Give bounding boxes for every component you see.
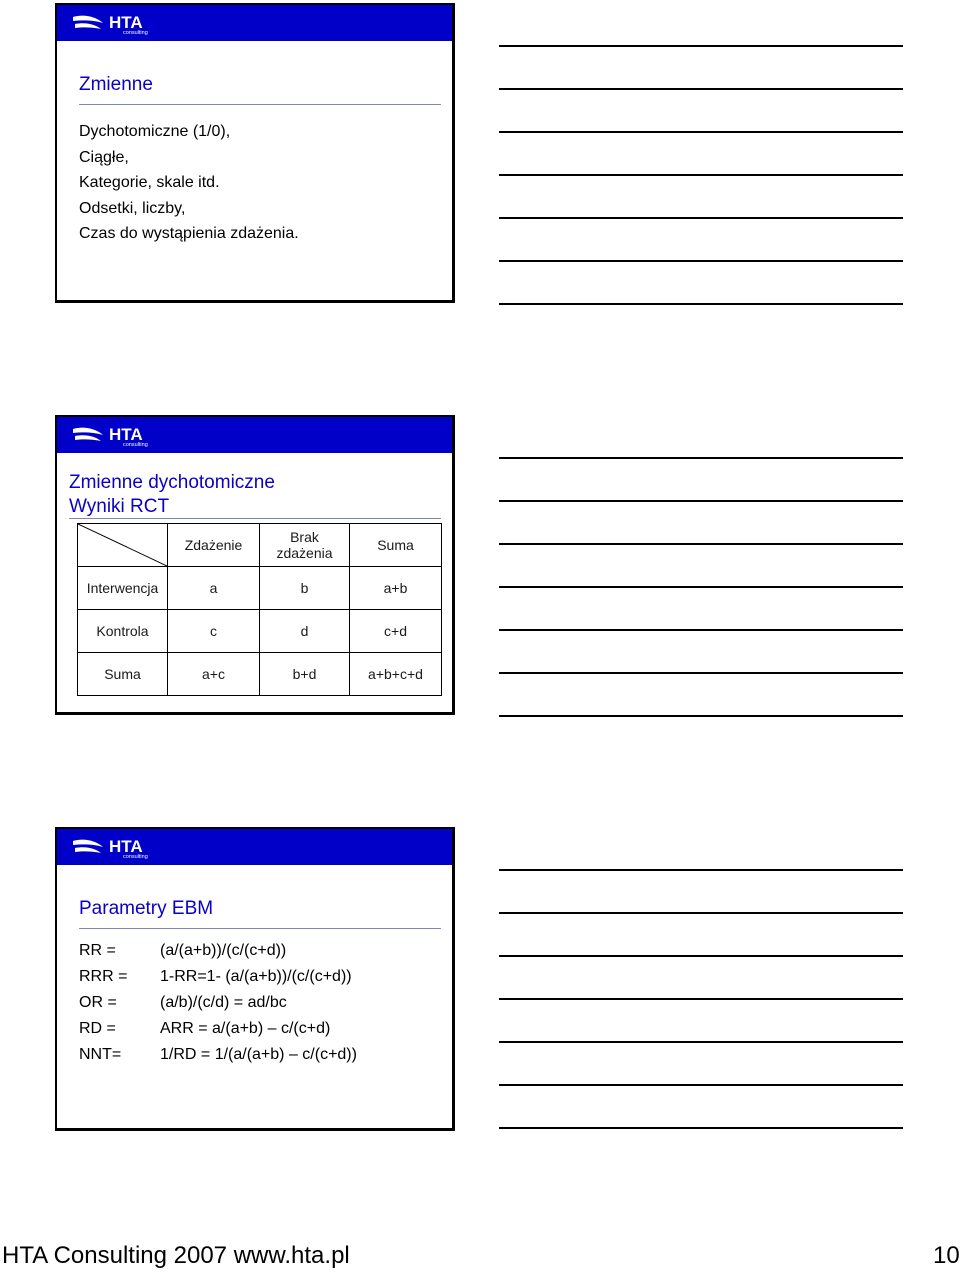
param-formula: 1/RD = 1/(a/(a+b) – c/(c+d)) (160, 1046, 357, 1063)
hta-logo (71, 835, 161, 859)
note-line (499, 88, 903, 90)
note-line (499, 217, 903, 219)
slide-header (57, 5, 452, 41)
title-divider (69, 518, 441, 519)
slide-header (57, 829, 452, 865)
param-label: RR = (79, 942, 116, 959)
param-formula: 1-RR=1- (a/(a+b))/(c/(c+d)) (160, 968, 352, 985)
row-header: Suma (78, 653, 168, 696)
row-header: Kontrola (78, 610, 168, 653)
logo-name: HTA (109, 13, 143, 32)
hta-logo (71, 423, 161, 447)
row-header: Interwencja (78, 567, 168, 610)
param-label: RRR = (79, 968, 128, 985)
title-divider (79, 104, 441, 105)
hta-logo (71, 11, 161, 35)
note-line (499, 543, 903, 545)
note-line (499, 715, 903, 717)
list-item: Czas do wystąpienia zdażenia. (79, 225, 299, 242)
table-cell: c+d (350, 610, 442, 653)
note-line (499, 955, 903, 957)
note-line (499, 45, 903, 47)
page-footer-text: HTA Consulting 2007 www.hta.pl (2, 1242, 350, 1269)
table-corner-cell (78, 524, 168, 567)
logo-tagline: consulting (123, 442, 148, 447)
slide-variables (55, 3, 455, 303)
note-line (499, 303, 903, 305)
list-item: Odsetki, liczby, (79, 199, 186, 217)
column-header: Zdażenie (168, 524, 260, 567)
list-item: Dychotomiczne (1/0), (79, 123, 231, 140)
table-cell: b (260, 567, 350, 610)
table-cell: a+c (168, 653, 260, 696)
diagonal-line (78, 524, 167, 566)
table-cell: c (168, 610, 260, 653)
note-line (499, 672, 903, 674)
logo-tagline: consulting (123, 854, 148, 859)
slide-header (57, 417, 452, 453)
param-formula: (a/b)/(c/d) = ad/bc (160, 994, 287, 1011)
table-row (78, 653, 442, 696)
param-label: OR = (79, 994, 117, 1011)
slide-title: Zmienne (79, 74, 153, 95)
list-item: Ciągłe, (79, 148, 129, 166)
note-line (499, 998, 903, 1000)
table-cell: a (168, 567, 260, 610)
logo-name: HTA (109, 837, 143, 856)
logo-name: HTA (109, 425, 143, 444)
slide-subtitle: Wyniki RCT (69, 496, 170, 517)
note-line (499, 500, 903, 502)
note-line (499, 457, 903, 459)
table-row (78, 610, 442, 653)
slide-title: Parametry EBM (79, 898, 214, 919)
note-line (499, 131, 903, 133)
param-label: NNT= (79, 1046, 122, 1063)
note-line (499, 260, 903, 262)
table-row (78, 567, 442, 610)
slide-title: Zmienne dychotomiczne (69, 472, 275, 493)
logo-tagline: consulting (123, 30, 148, 35)
column-header: Suma (350, 524, 442, 567)
note-line (499, 1041, 903, 1043)
table-header-row (78, 524, 442, 567)
title-divider (79, 928, 441, 929)
table-cell: b+d (260, 653, 350, 696)
note-line (499, 586, 903, 588)
note-line (499, 869, 903, 871)
variable-types-list (79, 119, 299, 247)
slide-dichotomous-rct (55, 415, 455, 715)
note-line (499, 912, 903, 914)
table-cell: a+b (350, 567, 442, 610)
list-item: Kategorie, skale itd. (79, 174, 220, 191)
page-number: 10 (933, 1242, 960, 1269)
note-line (499, 1127, 903, 1129)
param-label: RD = (79, 1020, 116, 1037)
table-cell: d (260, 610, 350, 653)
note-line (499, 629, 903, 631)
note-line (499, 174, 903, 176)
rct-outcome-table (77, 523, 442, 696)
note-line (499, 1084, 903, 1086)
slide-ebm-parameters (55, 827, 455, 1131)
table-cell: a+b+c+d (350, 653, 442, 696)
param-formula: (a/(a+b))/(c/(c+d)) (160, 942, 287, 959)
column-header: Brak zdażenia (260, 524, 350, 567)
param-formula: ARR = a/(a+b) – c/(c+d) (160, 1020, 331, 1037)
